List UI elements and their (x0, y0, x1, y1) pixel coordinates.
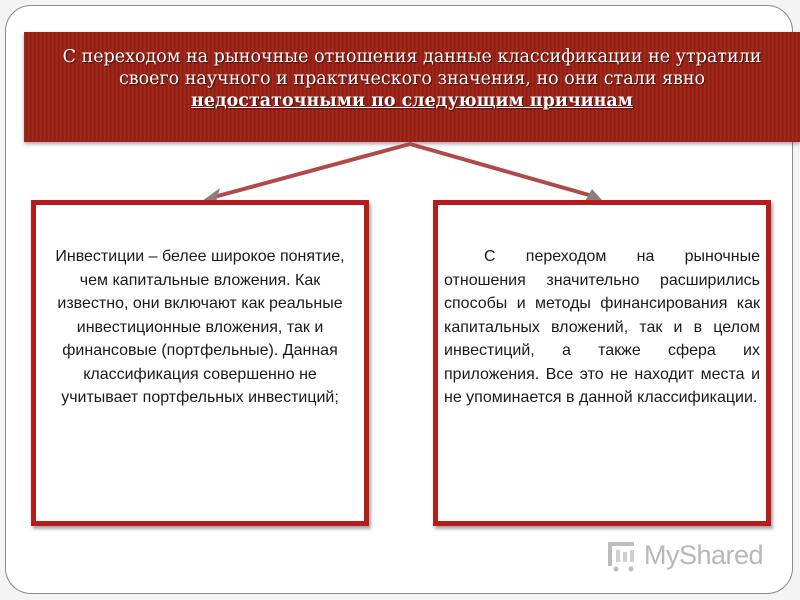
banner-line-2: своего научного и практического значения, но они стали явно (118, 69, 706, 89)
right-reason-text: С переходом на рыночные отношения значительно расширились способы и методы финансирования как капитальных вложений, так и в целом инвестиций, а также сфера их приложения. Все это не находит места и не упоминается в данной классификации. (444, 248, 760, 406)
left-reason-text: Инвестиции – белее широкое понятие, чем капитальные вложения. Как известно, они включают как реальные инвестиционные вложения, так и финансовые (портфельные). Данная классификация совершенно не учитывает портфельных инвестиций; (55, 248, 345, 406)
arrow-left-line (214, 144, 410, 197)
arrow-right-line (410, 144, 596, 197)
left-reason-box (31, 200, 369, 526)
watermark-text: MyShared (644, 540, 764, 570)
banner-line-1: С переходом на рыночные отношения данные классификации не утратили (62, 47, 762, 67)
myshared-watermark (604, 538, 764, 574)
right-reason-box (433, 200, 771, 526)
cart-icon (604, 538, 640, 572)
banner-line-3: недостаточными по следующим причинам (191, 91, 633, 111)
